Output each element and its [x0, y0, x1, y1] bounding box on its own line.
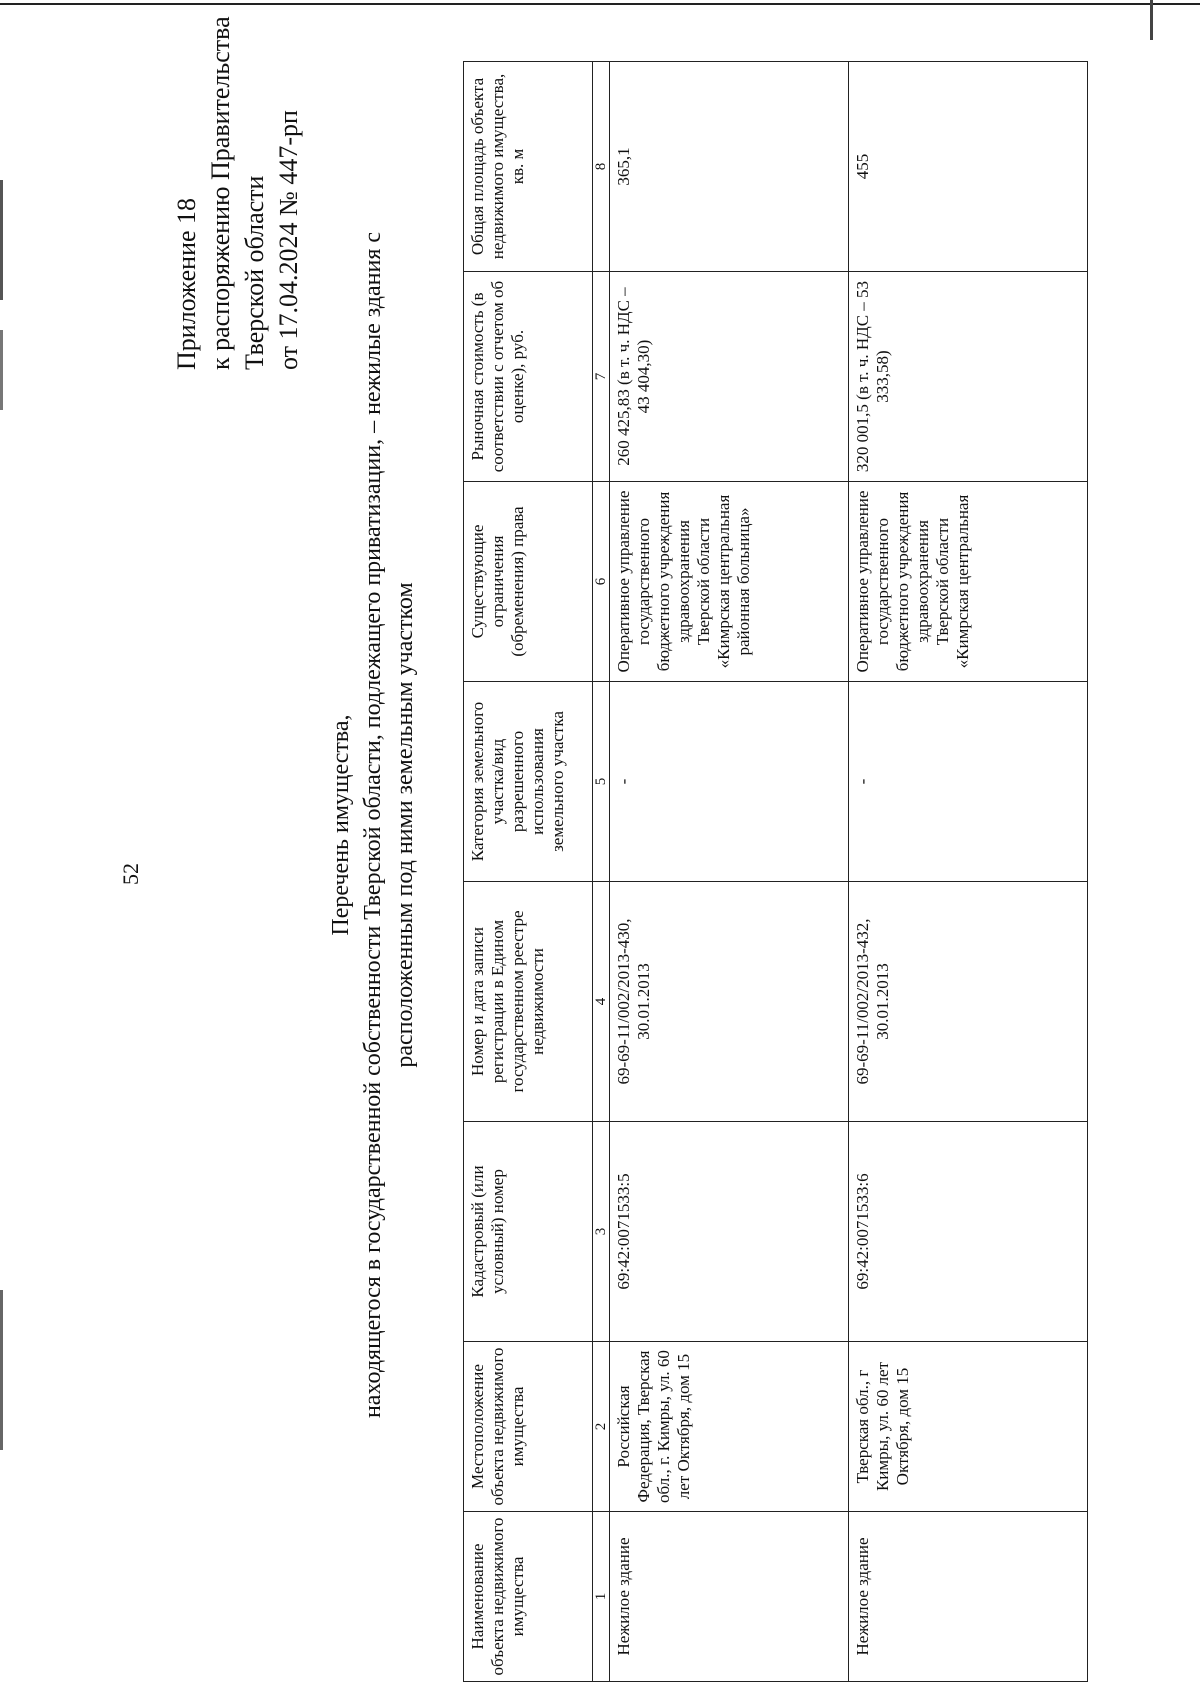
cell-name: Нежилое здание: [849, 1512, 1088, 1682]
appendix-line: Приложение 18: [172, 197, 201, 370]
table-row: [849, 62, 1088, 1682]
cell-name: Нежилое здание: [610, 1512, 849, 1682]
header-cell: Рыночная стоимость (в соответствии с отчетом об оценке), руб.: [464, 272, 593, 482]
column-number: 5: [593, 682, 610, 882]
column-number: 3: [593, 1122, 610, 1342]
column-number: 1: [593, 1512, 610, 1682]
column-number: 8: [593, 62, 610, 272]
cell-land-category: -: [849, 682, 1088, 882]
cell-market-value: 260 425,83 (в т. ч. НДС – 43 404,30): [610, 272, 849, 482]
heading-line: Перечень имущества,: [328, 714, 354, 936]
cell-cadastral: 69:42:0071533:5: [610, 1122, 849, 1342]
header-cell: Общая площадь объекта недвижимого имущества, кв. м: [464, 62, 593, 272]
cell-market-value: 320 001,5 (в т. ч. НДС – 53 333,58): [849, 272, 1088, 482]
heading-line: находящегося в государственной собственности Тверской области, подлежащего приватизации, – нежилые здания с: [360, 231, 386, 1419]
heading-line: расположенным под ними земельным участком: [392, 582, 418, 1068]
cell-registration: 69-69-11/002/2013-432, 30.01.2013: [849, 882, 1088, 1122]
page-number: 52: [118, 863, 143, 885]
appendix-line: Тверской области: [240, 175, 269, 370]
header-cell: Существующие ограничения (обременения) права: [464, 482, 593, 682]
appendix-line: от 17.04.2024 № 447-рп: [274, 110, 303, 370]
header-cell: Номер и дата записи регистрации в Едином государственном реестре недвижимости: [464, 882, 593, 1122]
cell-restrictions: Оперативное управление государственного бюджетного учреждения здравоохранения Тверской области «Кимрская центральная районная больница»: [610, 482, 849, 682]
cell-location: Российская Федерация, Тверская обл., г. Кимры, ул. 60 лет Октября, дом 15: [610, 1342, 849, 1512]
header-cell: Наименование объекта недвижимого имущества: [464, 1512, 593, 1682]
cell-restrictions: Оперативное управление государственного бюджетного учреждения здравоохранения Тверской области «Кимрская центральная: [849, 482, 1088, 682]
cell-land-category: -: [610, 682, 849, 882]
document-heading: [325, 185, 421, 1465]
header-cell: Местоположение объекта недвижимого имущества: [464, 1342, 593, 1512]
cell-area: 365,1: [610, 62, 849, 272]
appendix-line: к распоряжению Правительства: [206, 16, 235, 370]
appendix-block: [170, 16, 306, 370]
table-row: [610, 62, 849, 1682]
header-cell: Кадастровый (или условный) номер: [464, 1122, 593, 1342]
cell-location: Тверская обл., г Кимры, ул. 60 лет Октября, дом 15: [849, 1342, 1088, 1512]
cell-cadastral: 69:42:0071533:6: [849, 1122, 1088, 1342]
cell-area: 455: [849, 62, 1088, 272]
column-number: 6: [593, 482, 610, 682]
column-number: 7: [593, 272, 610, 482]
cell-registration: 69-69-11/002/2013-430, 30.01.2013: [610, 882, 849, 1122]
column-number: 4: [593, 882, 610, 1122]
column-number: 2: [593, 1342, 610, 1512]
header-cell: Категория земельного участка/вид разрешенного использования земельного участка: [464, 682, 593, 882]
property-table: [463, 61, 1088, 1682]
